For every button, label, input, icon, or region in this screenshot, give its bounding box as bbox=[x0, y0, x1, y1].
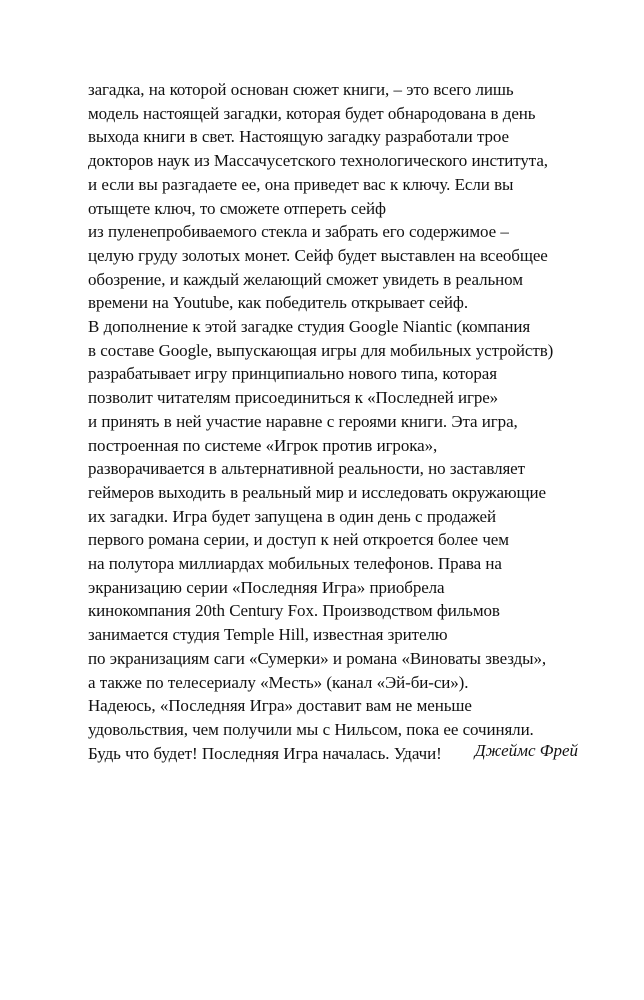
text-line: в составе Google, выпускающая игры для мобильных устройств) bbox=[88, 340, 554, 360]
text-line: обозрение, и каждый желающий сможет увидеть в реальном bbox=[88, 269, 523, 289]
text-line: по экранизациям саги «Сумерки» и романа «Виноваты звезды», bbox=[88, 648, 547, 668]
text-line: разрабатывает игру принципиально нового типа, которая bbox=[88, 364, 497, 384]
text-line: загадка, на которой основан сюжет книги, – это всего лишь bbox=[88, 80, 514, 99]
text-line: построенная по системе «Игрок против игрока», bbox=[88, 435, 438, 455]
text-line: на полутора миллиардах мобильных телефонов. Права на bbox=[88, 554, 502, 574]
text-line: геймеров выходить в реальный мир и исследовать окружающие bbox=[88, 482, 546, 502]
text-line: выхода книги в свет. Настоящую загадку разработали трое bbox=[88, 127, 509, 147]
text-line: и если вы разгадаете ее, она приведет вас к ключу. Если вы bbox=[88, 174, 514, 194]
text-line: целую груду золотых монет. Сейф будет выставлен на всеобщее bbox=[88, 245, 548, 265]
body-text bbox=[88, 78, 588, 765]
text-line: удовольствия, чем получили мы с Нильсом, пока ее сочиняли. bbox=[88, 719, 534, 739]
text-line: отыщете ключ, то сможете отпереть сейф bbox=[88, 198, 386, 218]
text-line: В дополнение к этой загадке студия Google Niantic (компания bbox=[88, 317, 531, 337]
text-line: экранизацию серии «Последняя Игра» приобрела bbox=[88, 577, 445, 597]
text-line: их загадки. Игра будет запущена в один день с продажей bbox=[88, 506, 496, 526]
text-line: из пуленепробиваемого стекла и забрать его содержимое – bbox=[88, 222, 509, 242]
text-line: времени на Youtube, как победитель открывает сейф. bbox=[88, 293, 468, 313]
text-line: позволит читателям присоединиться к «Последней игре» bbox=[88, 388, 499, 408]
text-line: разворачивается в альтернативной реальности, но заставляет bbox=[88, 459, 525, 479]
text-line: Надеюсь, «Последняя Игра» доставит вам не меньше bbox=[88, 696, 472, 716]
text-line: кинокомпания 20th Century Fox. Производством фильмов bbox=[88, 601, 500, 621]
text-line: первого романа серии, и доступ к ней откроется более чем bbox=[88, 530, 509, 550]
text-line: занимается студия Temple Hill, известная зрителю bbox=[88, 625, 448, 645]
text-line: модель настоящей загадки, которая будет обнародована в день bbox=[88, 103, 536, 123]
text-line: Будь что будет! Последняя Игра началась. Удачи! bbox=[88, 743, 442, 763]
text-line: и принять в ней участие наравне с героями книги. Эта игра, bbox=[88, 411, 518, 431]
text-line: а также по телесериалу «Месть» (канал «Эй-би-си»). bbox=[88, 672, 469, 692]
author-signature: Джеймс Фрей bbox=[474, 741, 578, 760]
text-line: докторов наук из Массачусетского технологического института, bbox=[88, 151, 548, 171]
